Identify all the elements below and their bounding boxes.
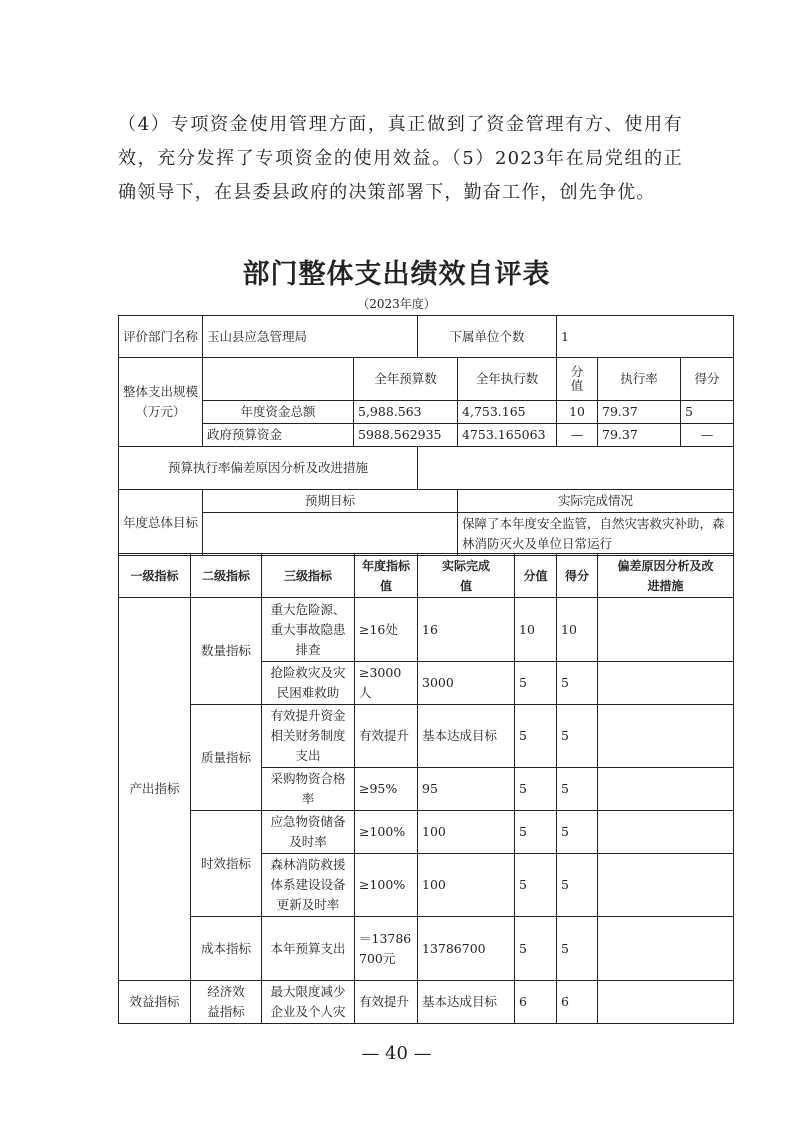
header-rate: 执行率 (598, 358, 681, 401)
level3: 重大危险源、重大事故隐患排查 (262, 598, 355, 662)
indicator-table (118, 553, 734, 1024)
score: 5 (557, 705, 598, 768)
scale-label: 整体支出规模（万元） (119, 358, 203, 447)
target: 有效提升 (355, 981, 418, 1024)
header-value: 分值 (515, 554, 557, 598)
page-subtitle: （2023年度） (357, 297, 436, 311)
page-number: — 40 — (361, 1043, 432, 1064)
header-score-value: 分值 (557, 358, 598, 401)
target: ≥100% (355, 854, 418, 917)
score: 5 (557, 662, 598, 705)
row-score: — (681, 424, 734, 447)
intro-paragraph: （4）专项资金使用管理方面，真正做到了资金管理有方、使用有效，充分发挥了专项资金的使用效益。（5）2023年在局党组的正确领导下，在县委县政府的决策部署下，勤奋工作，创先争优。 (118, 114, 683, 203)
header-level3: 三级指标 (262, 554, 355, 598)
row-score-value: 10 (557, 401, 598, 424)
row-label: 年度资金总额 (203, 401, 354, 424)
note (598, 598, 734, 662)
actual-value: 保障了本年度安全监管，自然灾害救灾补助，森林消防灭火及单位日常运行 (458, 513, 734, 556)
target: ≥95% (355, 768, 418, 811)
score: 5 (557, 768, 598, 811)
score: 10 (557, 598, 598, 662)
row-budget: 5988.562935 (354, 424, 458, 447)
expected-label: 预期目标 (203, 490, 458, 513)
row-budget: 5,988.563 (354, 401, 458, 424)
note (598, 768, 734, 811)
level3: 采购物资合格率 (262, 768, 355, 811)
level2-quality: 质量指标 (191, 705, 262, 811)
note (598, 811, 734, 854)
score: 5 (557, 917, 598, 981)
note (598, 854, 734, 917)
value: 6 (515, 981, 557, 1024)
row-exec: 4,753.165 (458, 401, 557, 424)
deviation-label: 预算执行率偏差原因分析及改进措施 (119, 447, 418, 490)
level2-economic: 经济效益指标 (191, 981, 262, 1024)
sub-units-label: 下属单位个数 (418, 316, 557, 358)
actual: 基本达成目标 (418, 705, 515, 768)
level3: 本年预算支出 (262, 917, 355, 981)
header-target: 年度指标值 (355, 554, 418, 598)
level3: 抢险救灾及灾民困难救助 (262, 662, 355, 705)
row-rate: 79.37 (598, 424, 681, 447)
level1-benefit: 效益指标 (119, 981, 191, 1024)
deviation-value (418, 447, 734, 490)
header-budget: 全年预算数 (354, 358, 458, 401)
actual: 13786700 (418, 917, 515, 981)
goal-label: 年度总体目标 (119, 490, 203, 556)
row-score-value: — (557, 424, 598, 447)
sub-units-value: 1 (557, 316, 734, 358)
header-actual: 实际完成值 (418, 554, 515, 598)
expected-value (203, 513, 458, 556)
score: 6 (557, 981, 598, 1024)
score: 5 (557, 854, 598, 917)
header-note: 偏差原因分析及改进措施 (598, 554, 734, 598)
actual: 100 (418, 854, 515, 917)
header-level2: 二级指标 (191, 554, 262, 598)
header-score: 得分 (681, 358, 734, 401)
level2-quantity: 数量指标 (191, 598, 262, 705)
note (598, 917, 734, 981)
value: 5 (515, 811, 557, 854)
row-score: 5 (681, 401, 734, 424)
row-exec: 4753.165063 (458, 424, 557, 447)
value: 5 (515, 917, 557, 981)
target: ≥16处 (355, 598, 418, 662)
value: 5 (515, 705, 557, 768)
note (598, 981, 734, 1024)
page-title: 部门整体支出绩效自评表 (242, 259, 551, 290)
level3: 森林消防救援体系建设设备更新及时率 (262, 854, 355, 917)
value: 5 (515, 768, 557, 811)
actual-label: 实际完成情况 (458, 490, 734, 513)
actual: 3000 (418, 662, 515, 705)
header-score: 得分 (557, 554, 598, 598)
dept-label: 评价部门名称 (119, 316, 203, 358)
score: 5 (557, 811, 598, 854)
actual: 16 (418, 598, 515, 662)
level3: 应急物资储备及时率 (262, 811, 355, 854)
level1-output: 产出指标 (119, 598, 191, 981)
actual: 基本达成目标 (418, 981, 515, 1024)
actual: 95 (418, 768, 515, 811)
target: ≥3000人 (355, 662, 418, 705)
summary-table (118, 315, 734, 556)
value: 5 (515, 854, 557, 917)
value: 10 (515, 598, 557, 662)
level3: 最大限度减少企业及个人灾 (262, 981, 355, 1024)
actual: 100 (418, 811, 515, 854)
row-rate: 79.37 (598, 401, 681, 424)
value: 5 (515, 662, 557, 705)
target: ≥100% (355, 811, 418, 854)
note (598, 705, 734, 768)
header-exec: 全年执行数 (458, 358, 557, 401)
note (598, 662, 734, 705)
header-level1: 一级指标 (119, 554, 191, 598)
level2-timeliness: 时效指标 (191, 811, 262, 917)
level3: 有效提升资金相关财务制度支出 (262, 705, 355, 768)
target: ＝13786700元 (355, 917, 418, 981)
dept-value: 玉山县应急管理局 (203, 316, 418, 358)
level2-cost: 成本指标 (191, 917, 262, 981)
target: 有效提升 (355, 705, 418, 768)
row-label: 政府预算资金 (203, 424, 354, 447)
